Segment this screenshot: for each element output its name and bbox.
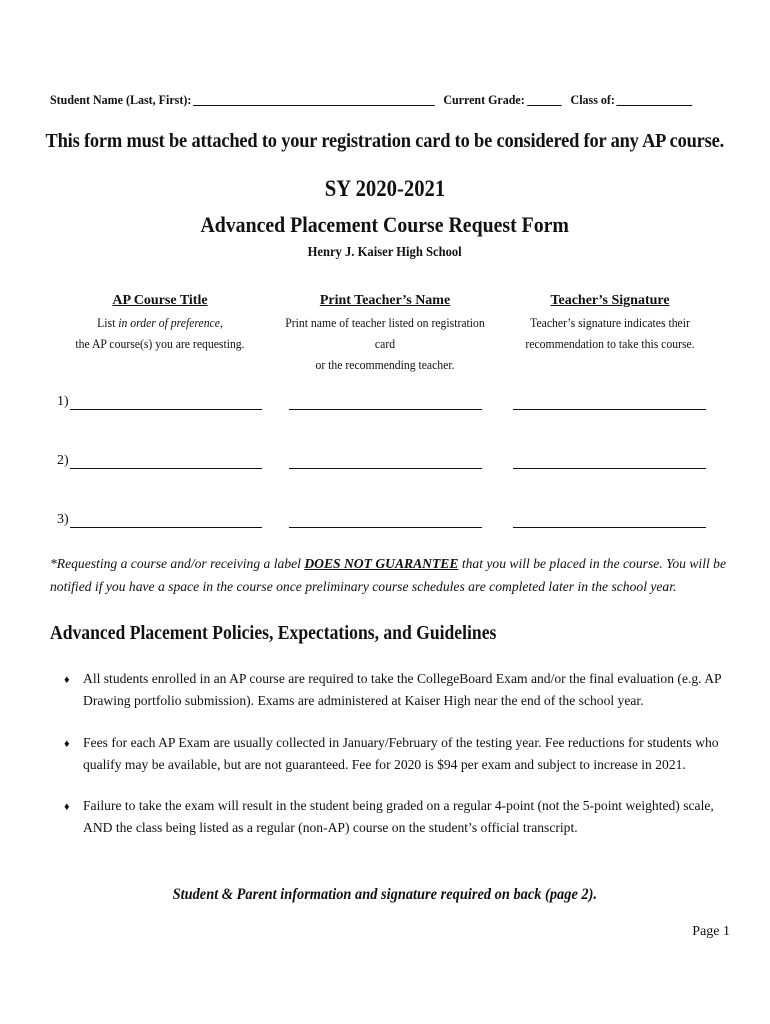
course-title-field[interactable] — [70, 527, 262, 528]
class-of-label: Class of: — [570, 93, 615, 107]
request-row — [0, 508, 770, 530]
current-grade-field[interactable] — [527, 92, 562, 106]
column-signature-desc-line2: recommendation to take this course. — [525, 336, 695, 351]
request-row — [0, 390, 770, 412]
teacher-name-field[interactable] — [289, 527, 482, 528]
column-teacher-desc: Print name of teacher listed on registration card — [285, 315, 485, 351]
column-signature-desc: Teacher’s signature indicates their — [530, 315, 690, 330]
column-course-heading: AP Course Title — [112, 293, 208, 308]
course-title-field[interactable] — [70, 409, 262, 410]
request-row — [0, 449, 770, 471]
student-name-field[interactable] — [193, 92, 434, 106]
form-title: Advanced Placement Course Request Form — [200, 212, 570, 237]
policy-item — [64, 668, 724, 712]
teacher-name-field[interactable] — [289, 409, 482, 410]
column-teacher-heading: Print Teacher’s Name — [319, 293, 451, 308]
column-signature-heading: Teacher’s Signature — [550, 293, 670, 308]
column-teacher — [265, 290, 505, 375]
placement-disclaimer: *Requesting a course and/or receiving a label DOES NOT GUARANTEE that you will be placed in the course. You will be notified if you have a space in the course once preliminary course schedules are completed later in the school year. — [50, 556, 726, 594]
current-grade-label: Current Grade: — [443, 93, 525, 107]
column-teacher-desc-line2: or the recommending teacher. — [315, 357, 455, 372]
diamond-bullet-icon: ♦ — [64, 738, 70, 750]
policy-text: All students enrolled in an AP course are required to take the CollegeBoard Exam and/or the final evaluation (e.g. AP Drawing portfolio submission). Exams are administered at Kaiser High near the end of the school year. — [83, 671, 722, 708]
policies-heading: Advanced Placement Policies, Expectations, and Guidelines — [50, 622, 497, 644]
course-title-field[interactable] — [70, 468, 262, 469]
student-name-label: Student Name (Last, First): — [50, 93, 192, 107]
school-year: SY 2020-2021 — [324, 176, 446, 201]
column-course — [40, 290, 280, 354]
teacher-signature-field[interactable] — [513, 527, 706, 528]
row-number: 2) — [57, 453, 69, 468]
closing-note: Student & Parent information and signature required on back (page 2). — [172, 886, 598, 903]
student-info-header — [50, 88, 695, 108]
policy-text: Failure to take the exam will result in the student being graded on a regular 4-point (not the 5-point weighted) scale, AND the class being listed as a regular (non-AP) course on the student’s official transcript. — [83, 798, 714, 835]
row-number: 1) — [57, 394, 69, 409]
school-name: Henry J. Kaiser High School — [307, 245, 463, 260]
column-course-desc: List in order of preference, — [97, 315, 223, 330]
class-of-field[interactable] — [617, 92, 692, 106]
diamond-bullet-icon: ♦ — [64, 674, 70, 686]
column-signature — [490, 290, 730, 354]
column-course-desc-line2: the AP course(s) you are requesting. — [75, 336, 245, 351]
teacher-signature-field[interactable] — [513, 468, 706, 469]
teacher-signature-field[interactable] — [513, 409, 706, 410]
row-number: 3) — [57, 512, 69, 527]
policy-item — [64, 795, 724, 839]
policy-text: Fees for each AP Exam are usually collected in January/February of the testing year. Fee reductions for students who qualify may be available, but are not guaranteed. Fee for 2020 is $94 per exam and subject to increase in 2021. — [83, 735, 719, 772]
diamond-bullet-icon: ♦ — [64, 801, 70, 813]
attachment-notice: This form must be attached to your registration card to be considered for any AP course. — [45, 130, 725, 152]
policy-item — [64, 732, 724, 776]
page-number: Page 1 — [692, 924, 730, 939]
teacher-name-field[interactable] — [289, 468, 482, 469]
disclaimer-emphasis: DOES NOT GUARANTEE — [304, 556, 459, 571]
